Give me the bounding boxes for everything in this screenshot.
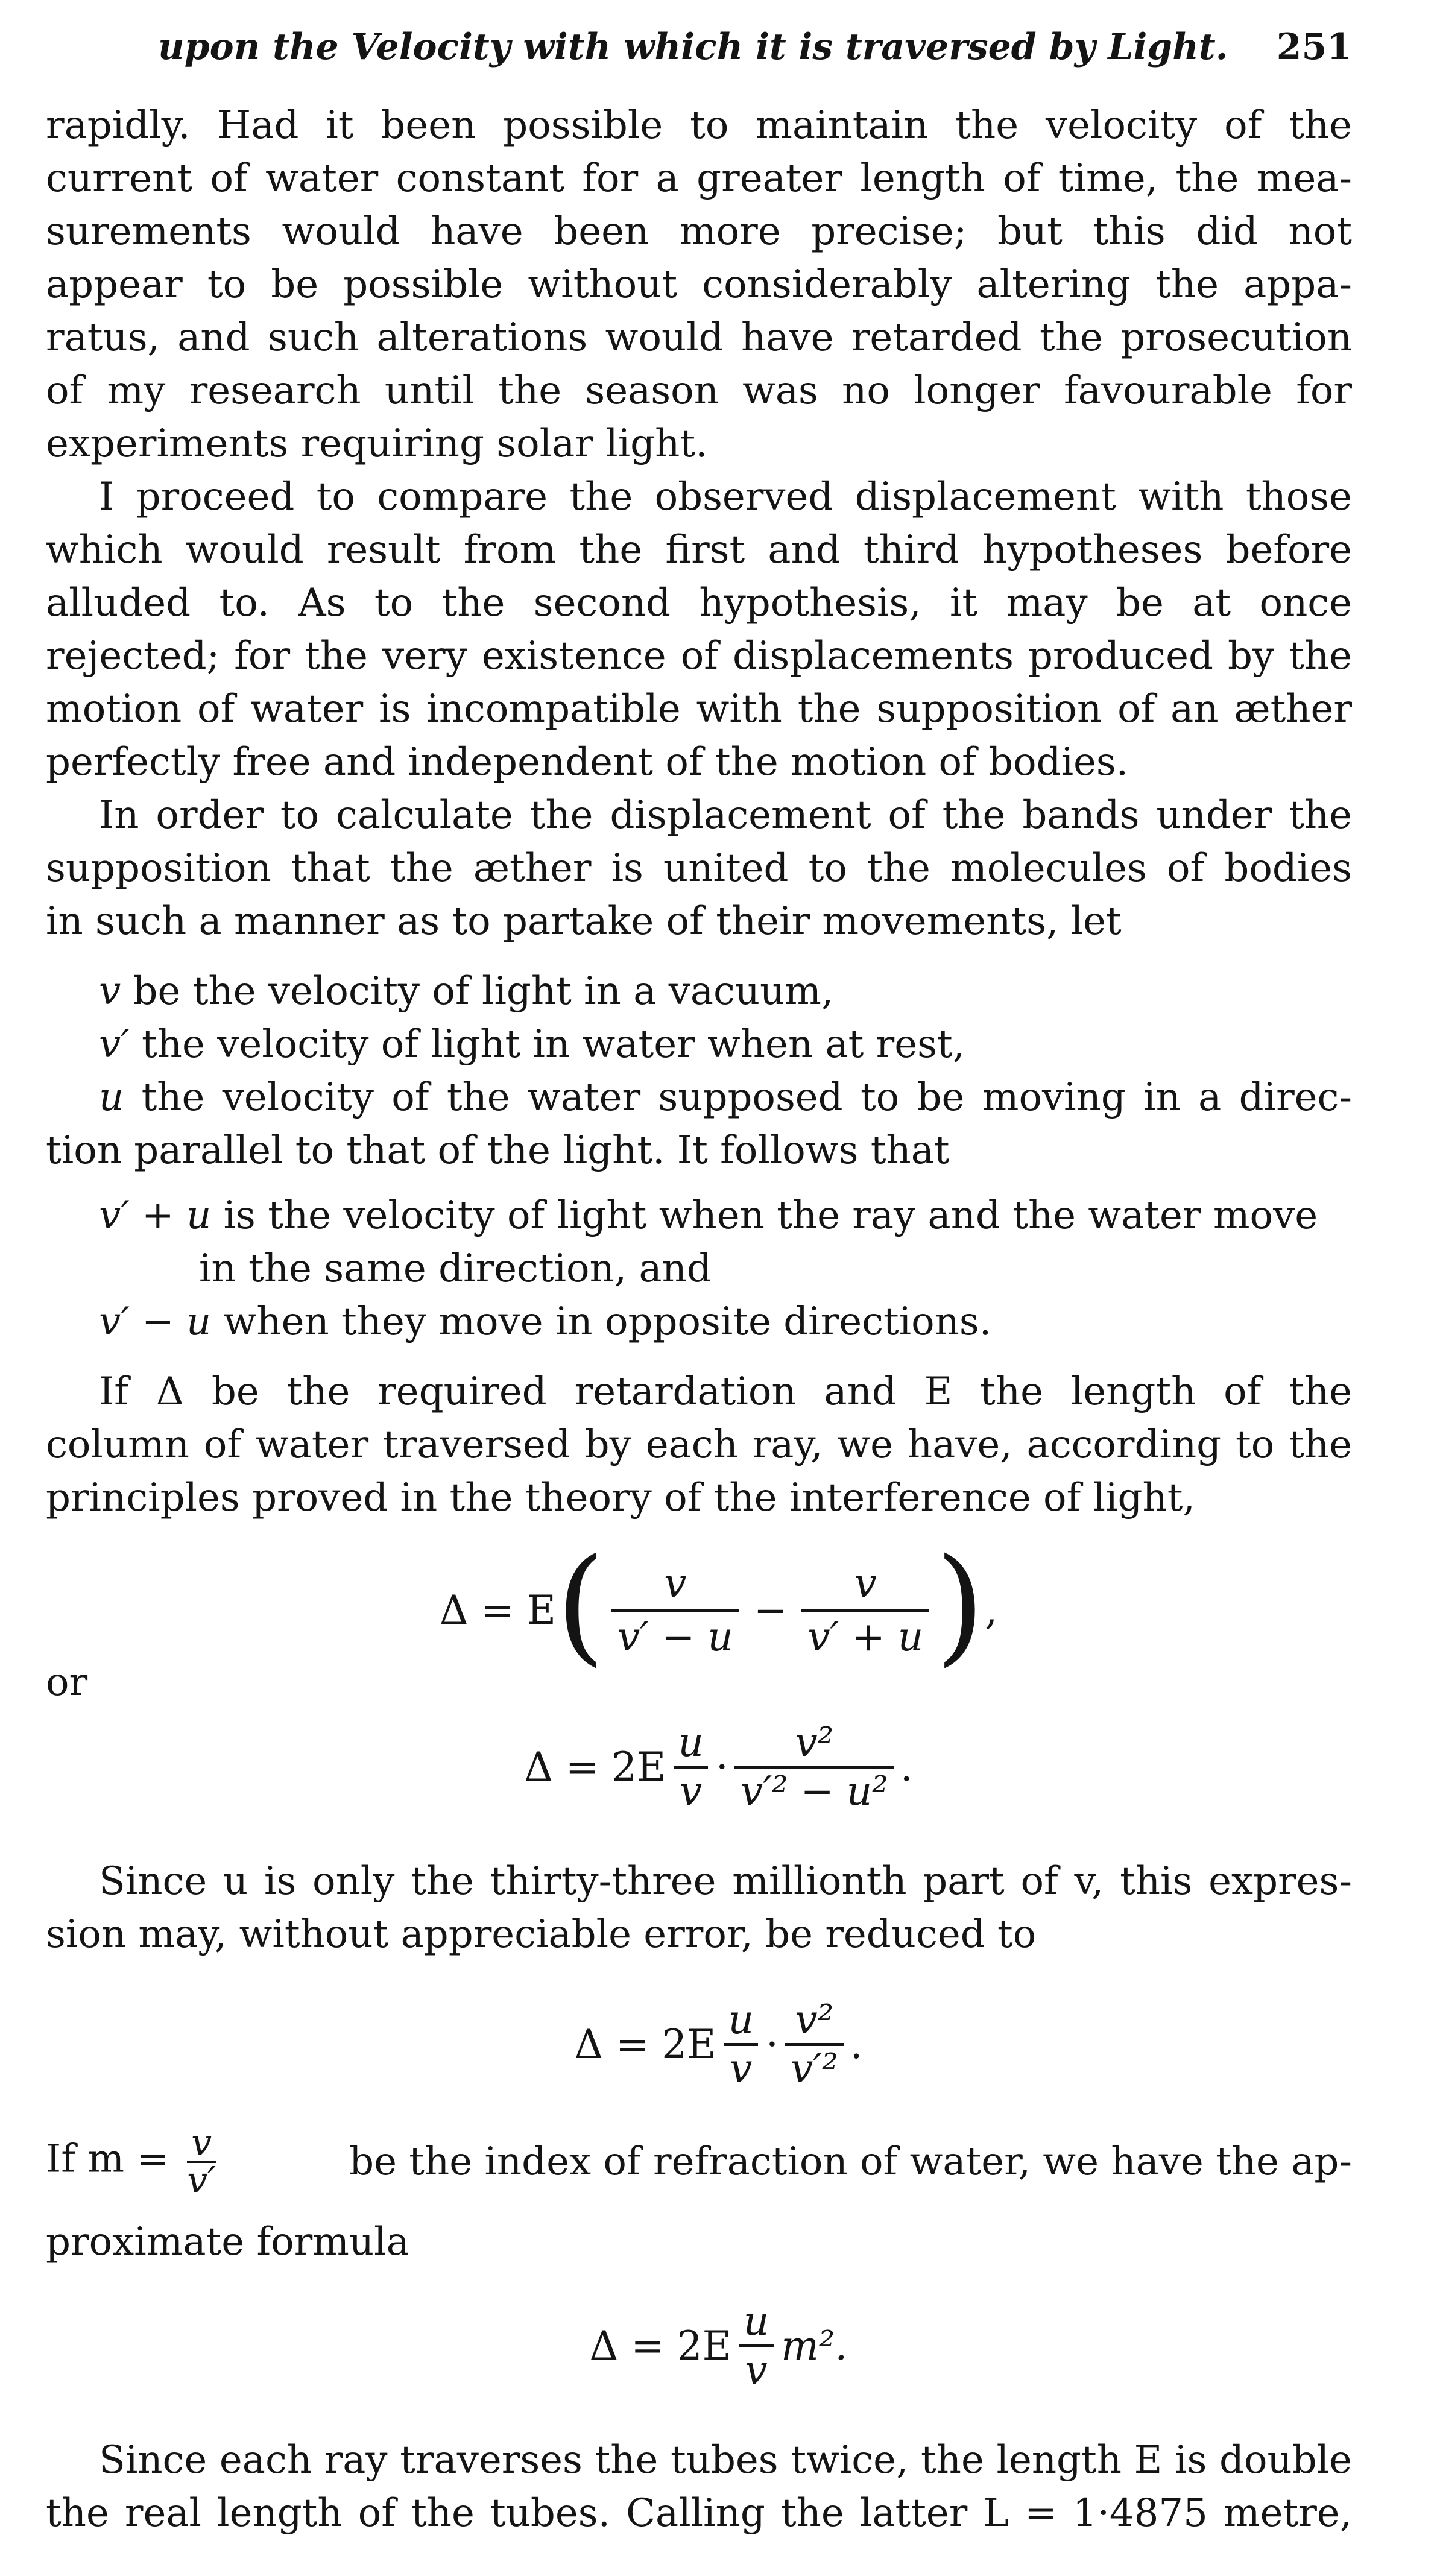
text-line: experiments requiring solar light. [46, 421, 708, 466]
text-line: surements would have been more precise; but this did not [46, 209, 1352, 254]
definition-v: v be the velocity of light in a vacuum, [99, 969, 834, 1014]
text-line: or [46, 1660, 88, 1705]
text-line: ratus, and such alterations would have retarded the prosecution [46, 315, 1352, 360]
definition-sum: v′ + u is the velocity of light when the ray and the water move [99, 1193, 1318, 1238]
equation-1: Δ = E ( $\frac{v}{v' - u}$ − $\frac{v}{v' + u}$ ) , [439, 1531, 998, 1679]
symbol: v′ − u [99, 1299, 212, 1344]
fraction: $\frac{v}{v'}$ [187, 2122, 216, 2202]
text-line: appear to be possible without considerably altering the appa- [46, 262, 1352, 307]
text-line: alluded to. As to the second hypothesis, it may be at once [46, 581, 1352, 625]
fraction: $\frac{u}{v}$ [722, 2001, 760, 2088]
symbol: v′ + u [99, 1193, 212, 1238]
definition-v-prime: v′ the velocity of light in water when at rest, [99, 1022, 965, 1067]
definition-u: u the velocity of the water supposed to be moving in a direc- [99, 1075, 1353, 1120]
fraction: $\frac{\text{v²}}{\text{v′²}}$ [785, 2001, 844, 2088]
fraction: $\frac{v}{v' + u}$ [801, 1562, 929, 1659]
text-line: In order to calculate the displacement of the bands under the [99, 793, 1352, 838]
index-definition-line: If m = $\frac{v}{v'}$ be the index of refraction of water, we have the ap- [46, 2122, 1352, 2202]
text-line: tion parallel to that of the light. It follows that [46, 1128, 950, 1173]
text-line: column of water traversed by each ray, we have, according to the [46, 1422, 1352, 1467]
text-line: I proceed to compare the observed displacement with those [99, 475, 1352, 519]
equation-3: Δ = 2E $\frac{u}{v}$ · $\frac{\text{v²}}{\text{v′²}}$ . [574, 1996, 863, 2092]
running-header [158, 23, 1352, 71]
symbol: v [99, 969, 121, 1014]
text-line: If Δ be the required retardation and E the length of the [99, 1369, 1352, 1414]
text-line: the real length of the tubes. Calling the latter L = 1·4875 metre, [46, 2491, 1352, 2536]
fraction: $\frac{\text{v²}}{\text{v′² − u²}}$ [734, 1723, 894, 1811]
symbol: v′ [99, 1022, 130, 1067]
text-line: motion of water is incompatible with the supposition of an æther [46, 687, 1352, 731]
text-line: principles proved in the theory of the interference of light, [46, 1476, 1195, 1520]
text-line: in such a manner as to partake of their movements, let [46, 899, 1122, 944]
text-line: rapidly. Had it been possible to maintain the velocity of the [46, 103, 1352, 148]
text-line: Since u is only the thirty-three millionth part of v, this expres- [99, 1859, 1352, 1904]
fraction: $\frac{u}{v}$ [737, 2302, 775, 2390]
text-line: of my research until the season was no longer favourable for [46, 368, 1352, 413]
equation-4: Δ = 2E $\frac{u}{v}$ m². [589, 2297, 848, 2393]
text-line: sion may, without appreciable error, be reduced to [46, 1912, 1037, 1957]
symbol: u [99, 1075, 124, 1120]
text-line: rejected; for the very existence of displacements produced by the [46, 634, 1352, 678]
text-line: current of water constant for a greater length of time, the mea- [46, 156, 1352, 201]
definition-difference: v′ − u when they move in opposite directions. [99, 1299, 992, 1344]
text-line: Since each ray traverses the tubes twice, the length E is double [99, 2438, 1352, 2483]
fraction: $\frac{v}{v' - u}$ [611, 1562, 739, 1659]
text-line: which would result from the first and third hypotheses before [46, 528, 1352, 572]
equation-2: Δ = 2E $\frac{u}{v}$ · $\frac{\text{v²}}{\text{v′² − u²}}$ . [524, 1719, 913, 1814]
text-line: supposition that the æther is united to the molecules of bodies [46, 846, 1352, 891]
header-title: upon the Velocity with which it is traversed by Light. [158, 26, 1228, 68]
text-line: in the same direction, and [199, 1246, 712, 1291]
text-line: perfectly free and independent of the motion of bodies. [46, 740, 1129, 784]
fraction: $\frac{u}{v}$ [672, 1723, 710, 1811]
page-number: 251 [1276, 26, 1352, 68]
text-line: proximate formula [46, 2220, 409, 2264]
